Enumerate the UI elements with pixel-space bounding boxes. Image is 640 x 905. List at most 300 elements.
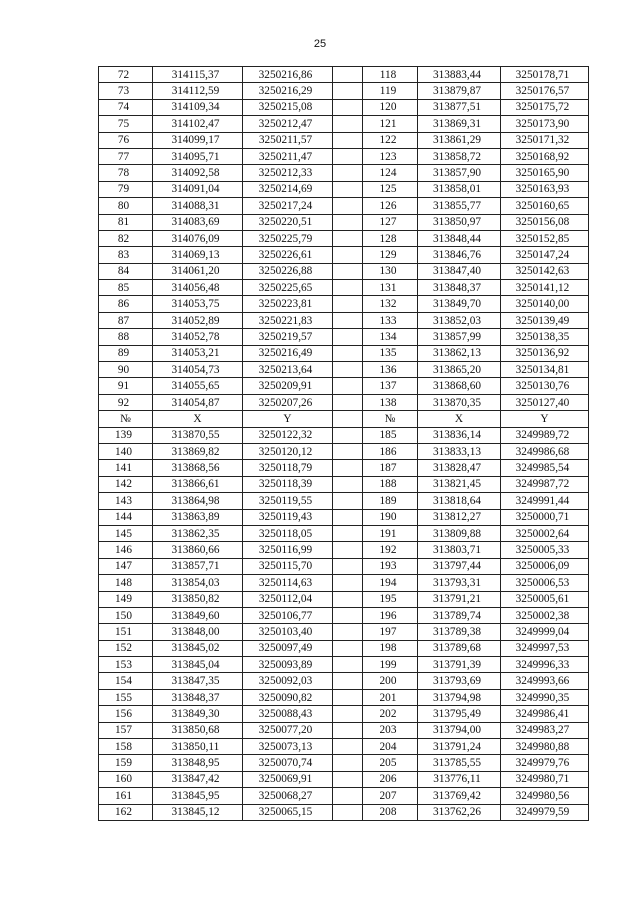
y-coordinate-cell: 3250119,43	[243, 509, 333, 525]
y-coordinate-cell: 3250217,24	[243, 198, 333, 214]
y-coordinate-cell: 3250168,92	[501, 148, 589, 164]
point-number-cell: 140	[99, 443, 153, 459]
spacer-cell	[333, 394, 363, 410]
y-coordinate-cell: 3249990,35	[501, 689, 589, 705]
point-number-cell: 151	[99, 624, 153, 640]
x-coordinate-cell: 313848,95	[153, 755, 243, 771]
point-number-cell: 123	[363, 148, 418, 164]
point-number-cell: 92	[99, 394, 153, 410]
x-coordinate-cell: 313858,72	[418, 148, 501, 164]
x-coordinate-cell: 314088,31	[153, 198, 243, 214]
y-coordinate-cell: 3250142,63	[501, 263, 589, 279]
y-coordinate-cell: 3250006,09	[501, 558, 589, 574]
y-coordinate-cell: 3250070,74	[243, 755, 333, 771]
x-coordinate-cell: 313793,69	[418, 673, 501, 689]
y-coordinate-cell: 3250221,83	[243, 312, 333, 328]
y-coordinate-cell: 3250090,82	[243, 689, 333, 705]
y-coordinate-cell: 3250163,93	[501, 181, 589, 197]
y-coordinate-cell: 3250134,81	[501, 362, 589, 378]
spacer-cell	[333, 99, 363, 115]
spacer-cell	[333, 165, 363, 181]
y-coordinate-cell: 3250223,81	[243, 296, 333, 312]
table-row	[99, 296, 589, 312]
table-row	[99, 148, 589, 164]
table-row	[99, 263, 589, 279]
x-coordinate-cell: 313809,88	[418, 525, 501, 541]
x-coordinate-cell: 313852,03	[418, 312, 501, 328]
point-number-cell: 76	[99, 132, 153, 148]
x-coordinate-cell: 314061,20	[153, 263, 243, 279]
spacer-cell	[333, 607, 363, 623]
x-coordinate-cell: 313848,00	[153, 624, 243, 640]
point-number-cell: 73	[99, 83, 153, 99]
table-row	[99, 706, 589, 722]
point-number-cell: 79	[99, 181, 153, 197]
table-row	[99, 312, 589, 328]
table-row	[99, 443, 589, 459]
x-coordinate-cell: 313847,42	[153, 771, 243, 787]
point-number-cell: 147	[99, 558, 153, 574]
table-row	[99, 99, 589, 115]
y-coordinate-cell: 3250225,65	[243, 280, 333, 296]
x-coordinate-cell: 313865,20	[418, 362, 501, 378]
x-coordinate-cell: 313776,11	[418, 771, 501, 787]
table-row	[99, 722, 589, 738]
table-row	[99, 771, 589, 787]
page-number: 25	[313, 38, 327, 50]
x-coordinate-cell: 313870,55	[153, 427, 243, 443]
x-coordinate-cell: 313847,35	[153, 673, 243, 689]
y-coordinate-cell: 3250136,92	[501, 345, 589, 361]
x-coordinate-cell: 314112,59	[153, 83, 243, 99]
point-number-cell: 185	[363, 427, 418, 443]
x-coordinate-cell: 313870,35	[418, 394, 501, 410]
spacer-cell	[333, 689, 363, 705]
y-coordinate-cell: 3250171,32	[501, 132, 589, 148]
point-number-cell: 89	[99, 345, 153, 361]
point-number-cell: 133	[363, 312, 418, 328]
x-coordinate-cell: 313857,71	[153, 558, 243, 574]
y-coordinate-cell: 3250207,26	[243, 394, 333, 410]
table-row	[99, 427, 589, 443]
spacer-cell	[333, 493, 363, 509]
spacer-cell	[333, 460, 363, 476]
spacer-cell	[333, 640, 363, 656]
x-coordinate-cell: 313797,44	[418, 558, 501, 574]
spacer-cell	[333, 558, 363, 574]
point-number-cell: 141	[99, 460, 153, 476]
spacer-cell	[333, 427, 363, 443]
spacer-cell	[333, 362, 363, 378]
table-row	[99, 657, 589, 673]
y-coordinate-cell: 3250216,29	[243, 83, 333, 99]
x-coordinate-cell: 314083,69	[153, 214, 243, 230]
spacer-cell	[333, 673, 363, 689]
point-number-cell: 145	[99, 525, 153, 541]
spacer-cell	[333, 378, 363, 394]
point-number-cell: 152	[99, 640, 153, 656]
point-number-cell: 128	[363, 230, 418, 246]
y-coordinate-cell: 3250209,91	[243, 378, 333, 394]
x-coordinate-cell: 313861,29	[418, 132, 501, 148]
y-coordinate-cell: 3250077,20	[243, 722, 333, 738]
spacer-cell	[333, 214, 363, 230]
point-number-cell: 119	[363, 83, 418, 99]
point-number-cell: 142	[99, 476, 153, 492]
y-coordinate-cell: 3249980,71	[501, 771, 589, 787]
y-coordinate-cell: 3250175,72	[501, 99, 589, 115]
y-coordinate-cell: 3249983,27	[501, 722, 589, 738]
y-coordinate-cell: 3250103,40	[243, 624, 333, 640]
point-number-cell: 208	[363, 804, 418, 820]
spacer-cell	[333, 624, 363, 640]
table-row	[99, 362, 589, 378]
point-number-cell: 187	[363, 460, 418, 476]
point-number-cell: 80	[99, 198, 153, 214]
y-coordinate-cell: 3250073,13	[243, 739, 333, 755]
coordinates-table-body	[99, 67, 589, 821]
y-coordinate-cell: 3249979,59	[501, 804, 589, 820]
point-number-cell: 159	[99, 755, 153, 771]
point-number-cell: 87	[99, 312, 153, 328]
spacer-cell	[333, 443, 363, 459]
x-coordinate-cell: 313803,71	[418, 542, 501, 558]
spacer-cell	[333, 476, 363, 492]
x-coordinate-cell: 313795,49	[418, 706, 501, 722]
y-coordinate-cell: 3250225,79	[243, 230, 333, 246]
y-coordinate-cell: 3250116,99	[243, 542, 333, 558]
y-coordinate-cell: 3249999,04	[501, 624, 589, 640]
x-coordinate-cell: 313785,55	[418, 755, 501, 771]
x-coordinate-cell: 313845,12	[153, 804, 243, 820]
table-row	[99, 624, 589, 640]
header-x-cell: X	[418, 411, 501, 427]
point-number-cell: 124	[363, 165, 418, 181]
point-number-cell: 84	[99, 263, 153, 279]
x-coordinate-cell: 313789,68	[418, 640, 501, 656]
x-coordinate-cell: 313849,30	[153, 706, 243, 722]
point-number-cell: 75	[99, 116, 153, 132]
point-number-cell: 188	[363, 476, 418, 492]
point-number-cell: 135	[363, 345, 418, 361]
x-coordinate-cell: 313863,89	[153, 509, 243, 525]
x-coordinate-cell: 313789,74	[418, 607, 501, 623]
x-coordinate-cell: 313847,40	[418, 263, 501, 279]
table-row	[99, 525, 589, 541]
spacer-cell	[333, 804, 363, 820]
x-coordinate-cell: 313862,35	[153, 525, 243, 541]
x-coordinate-cell: 314053,21	[153, 345, 243, 361]
point-number-cell: 204	[363, 739, 418, 755]
point-number-cell: 138	[363, 394, 418, 410]
x-coordinate-cell: 313793,31	[418, 575, 501, 591]
y-coordinate-cell: 3250006,53	[501, 575, 589, 591]
point-number-cell: 125	[363, 181, 418, 197]
y-coordinate-cell: 3250156,08	[501, 214, 589, 230]
point-number-cell: 156	[99, 706, 153, 722]
point-number-cell: 194	[363, 575, 418, 591]
point-number-cell: 130	[363, 263, 418, 279]
x-coordinate-cell: 313791,39	[418, 657, 501, 673]
table-row	[99, 83, 589, 99]
point-number-cell: 132	[363, 296, 418, 312]
spacer-cell	[333, 722, 363, 738]
x-coordinate-cell: 313850,97	[418, 214, 501, 230]
x-coordinate-cell: 313857,99	[418, 329, 501, 345]
header-number-cell: №	[363, 411, 418, 427]
x-coordinate-cell: 314092,58	[153, 165, 243, 181]
y-coordinate-cell: 3250088,43	[243, 706, 333, 722]
table-row	[99, 607, 589, 623]
point-number-cell: 85	[99, 280, 153, 296]
point-number-cell: 153	[99, 657, 153, 673]
point-number-cell: 143	[99, 493, 153, 509]
table-row	[99, 181, 589, 197]
y-coordinate-cell: 3250118,79	[243, 460, 333, 476]
y-coordinate-cell: 3249997,53	[501, 640, 589, 656]
table-row	[99, 378, 589, 394]
table-row	[99, 280, 589, 296]
y-coordinate-cell: 3250005,61	[501, 591, 589, 607]
y-coordinate-cell: 3249996,33	[501, 657, 589, 673]
y-coordinate-cell: 3250002,38	[501, 607, 589, 623]
point-number-cell: 148	[99, 575, 153, 591]
spacer-cell	[333, 83, 363, 99]
spacer-cell	[333, 67, 363, 83]
y-coordinate-cell: 3250226,88	[243, 263, 333, 279]
spacer-cell	[333, 509, 363, 525]
table-header-row	[99, 411, 589, 427]
x-coordinate-cell: 313794,98	[418, 689, 501, 705]
x-coordinate-cell: 313818,64	[418, 493, 501, 509]
point-number-cell: 196	[363, 607, 418, 623]
spacer-cell	[333, 280, 363, 296]
table-row	[99, 689, 589, 705]
point-number-cell: 83	[99, 247, 153, 263]
point-number-cell: 77	[99, 148, 153, 164]
y-coordinate-cell: 3250212,33	[243, 165, 333, 181]
x-coordinate-cell: 313791,21	[418, 591, 501, 607]
y-coordinate-cell: 3250216,49	[243, 345, 333, 361]
y-coordinate-cell: 3250005,33	[501, 542, 589, 558]
x-coordinate-cell: 313845,95	[153, 788, 243, 804]
table-row	[99, 493, 589, 509]
y-coordinate-cell: 3250000,71	[501, 509, 589, 525]
x-coordinate-cell: 314095,71	[153, 148, 243, 164]
header-y-cell: Y	[243, 411, 333, 427]
x-coordinate-cell: 313845,02	[153, 640, 243, 656]
y-coordinate-cell: 3250097,49	[243, 640, 333, 656]
y-coordinate-cell: 3250215,08	[243, 99, 333, 115]
spacer-cell	[333, 148, 363, 164]
y-coordinate-cell: 3250141,12	[501, 280, 589, 296]
y-coordinate-cell: 3249979,76	[501, 755, 589, 771]
point-number-cell: 155	[99, 689, 153, 705]
y-coordinate-cell: 3249991,44	[501, 493, 589, 509]
x-coordinate-cell: 314053,75	[153, 296, 243, 312]
point-number-cell: 146	[99, 542, 153, 558]
x-coordinate-cell: 313858,01	[418, 181, 501, 197]
x-coordinate-cell: 313846,76	[418, 247, 501, 263]
y-coordinate-cell: 3250119,55	[243, 493, 333, 509]
y-coordinate-cell: 3250226,61	[243, 247, 333, 263]
x-coordinate-cell: 314055,65	[153, 378, 243, 394]
x-coordinate-cell: 313868,56	[153, 460, 243, 476]
x-coordinate-cell: 313857,90	[418, 165, 501, 181]
spacer-cell	[333, 706, 363, 722]
y-coordinate-cell: 3250138,35	[501, 329, 589, 345]
x-coordinate-cell: 313794,00	[418, 722, 501, 738]
x-coordinate-cell: 314102,47	[153, 116, 243, 132]
x-coordinate-cell: 314052,89	[153, 312, 243, 328]
y-coordinate-cell: 3250176,57	[501, 83, 589, 99]
y-coordinate-cell: 3250092,03	[243, 673, 333, 689]
y-coordinate-cell: 3249989,72	[501, 427, 589, 443]
point-number-cell: 189	[363, 493, 418, 509]
x-coordinate-cell: 314076,09	[153, 230, 243, 246]
y-coordinate-cell: 3250093,89	[243, 657, 333, 673]
y-coordinate-cell: 3250211,57	[243, 132, 333, 148]
point-number-cell: 131	[363, 280, 418, 296]
point-number-cell: 186	[363, 443, 418, 459]
x-coordinate-cell: 313869,31	[418, 116, 501, 132]
point-number-cell: 162	[99, 804, 153, 820]
y-coordinate-cell: 3250213,64	[243, 362, 333, 378]
point-number-cell: 72	[99, 67, 153, 83]
table-row	[99, 116, 589, 132]
point-number-cell: 122	[363, 132, 418, 148]
spacer-cell	[333, 312, 363, 328]
table-row	[99, 509, 589, 525]
point-number-cell: 86	[99, 296, 153, 312]
y-coordinate-cell: 3250220,51	[243, 214, 333, 230]
y-coordinate-cell: 3249986,68	[501, 443, 589, 459]
y-coordinate-cell: 3250214,69	[243, 181, 333, 197]
x-coordinate-cell: 313769,42	[418, 788, 501, 804]
point-number-cell: 150	[99, 607, 153, 623]
y-coordinate-cell: 3250139,49	[501, 312, 589, 328]
table-row	[99, 542, 589, 558]
x-coordinate-cell: 313848,37	[153, 689, 243, 705]
table-row	[99, 165, 589, 181]
y-coordinate-cell: 3250115,70	[243, 558, 333, 574]
point-number-cell: 199	[363, 657, 418, 673]
point-number-cell: 191	[363, 525, 418, 541]
point-number-cell: 203	[363, 722, 418, 738]
y-coordinate-cell: 3250173,90	[501, 116, 589, 132]
x-coordinate-cell: 313879,87	[418, 83, 501, 99]
spacer-cell	[333, 657, 363, 673]
x-coordinate-cell: 314056,48	[153, 280, 243, 296]
table-row	[99, 132, 589, 148]
y-coordinate-cell: 3250140,00	[501, 296, 589, 312]
y-coordinate-cell: 3250106,77	[243, 607, 333, 623]
x-coordinate-cell: 313828,47	[418, 460, 501, 476]
table-row	[99, 230, 589, 246]
x-coordinate-cell: 314052,78	[153, 329, 243, 345]
x-coordinate-cell: 314115,37	[153, 67, 243, 83]
spacer-cell	[333, 198, 363, 214]
spacer-cell	[333, 591, 363, 607]
point-number-cell: 137	[363, 378, 418, 394]
y-coordinate-cell: 3250068,27	[243, 788, 333, 804]
y-coordinate-cell: 3249980,56	[501, 788, 589, 804]
x-coordinate-cell: 313789,38	[418, 624, 501, 640]
point-number-cell: 197	[363, 624, 418, 640]
spacer-cell	[333, 345, 363, 361]
y-coordinate-cell: 3250219,57	[243, 329, 333, 345]
table-row	[99, 247, 589, 263]
point-number-cell: 139	[99, 427, 153, 443]
y-coordinate-cell: 3250118,05	[243, 525, 333, 541]
point-number-cell: 88	[99, 329, 153, 345]
spacer-cell	[333, 263, 363, 279]
y-coordinate-cell: 3250118,39	[243, 476, 333, 492]
table-row	[99, 575, 589, 591]
point-number-cell: 195	[363, 591, 418, 607]
x-coordinate-cell: 313868,60	[418, 378, 501, 394]
point-number-cell: 136	[363, 362, 418, 378]
point-number-cell: 160	[99, 771, 153, 787]
y-coordinate-cell: 3249986,41	[501, 706, 589, 722]
spacer-cell	[333, 329, 363, 345]
x-coordinate-cell: 314091,04	[153, 181, 243, 197]
point-number-cell: 82	[99, 230, 153, 246]
table-row	[99, 476, 589, 492]
x-coordinate-cell: 314069,13	[153, 247, 243, 263]
point-number-cell: 78	[99, 165, 153, 181]
point-number-cell: 206	[363, 771, 418, 787]
x-coordinate-cell: 313845,04	[153, 657, 243, 673]
point-number-cell: 149	[99, 591, 153, 607]
table-row	[99, 788, 589, 804]
x-coordinate-cell: 313869,82	[153, 443, 243, 459]
point-number-cell: 127	[363, 214, 418, 230]
x-coordinate-cell: 314054,87	[153, 394, 243, 410]
spacer-cell	[333, 739, 363, 755]
spacer-cell	[333, 247, 363, 263]
point-number-cell: 74	[99, 99, 153, 115]
x-coordinate-cell: 313850,82	[153, 591, 243, 607]
point-number-cell: 205	[363, 755, 418, 771]
x-coordinate-cell: 314099,17	[153, 132, 243, 148]
point-number-cell: 193	[363, 558, 418, 574]
y-coordinate-cell: 3250120,12	[243, 443, 333, 459]
spacer-cell	[333, 771, 363, 787]
header-y-cell: Y	[501, 411, 589, 427]
x-coordinate-cell: 313848,37	[418, 280, 501, 296]
point-number-cell: 200	[363, 673, 418, 689]
x-coordinate-cell: 313849,70	[418, 296, 501, 312]
x-coordinate-cell: 314109,34	[153, 99, 243, 115]
x-coordinate-cell: 313850,68	[153, 722, 243, 738]
point-number-cell: 161	[99, 788, 153, 804]
table-row	[99, 640, 589, 656]
x-coordinate-cell: 313848,44	[418, 230, 501, 246]
table-row	[99, 804, 589, 820]
y-coordinate-cell: 3249987,72	[501, 476, 589, 492]
table-row	[99, 67, 589, 83]
point-number-cell: 134	[363, 329, 418, 345]
table-row	[99, 591, 589, 607]
y-coordinate-cell: 3250122,32	[243, 427, 333, 443]
point-number-cell: 90	[99, 362, 153, 378]
y-coordinate-cell: 3249985,54	[501, 460, 589, 476]
y-coordinate-cell: 3250216,86	[243, 67, 333, 83]
table-row	[99, 673, 589, 689]
point-number-cell: 154	[99, 673, 153, 689]
point-number-cell: 118	[363, 67, 418, 83]
